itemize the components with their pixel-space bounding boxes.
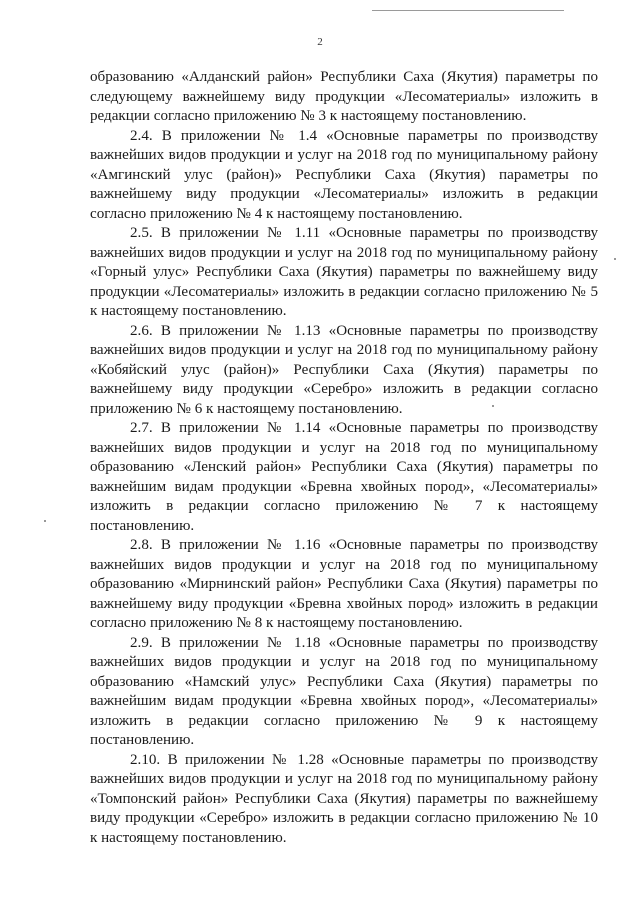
page-number: 2: [317, 36, 323, 48]
paragraph-2-10: 2.10. В приложении № 1.28 «Основные параметры по производству важнейших видов продукции и услуг на 2018 год по муниципальному району «Томпонский район» Республики Саха (Якутия) параметры по важнейшему виду продукции «Серебро» изложить в редакции согласно приложению № 10 к настоящему постановлению.: [90, 751, 598, 846]
paragraph-2-7: 2.7. В приложении № 1.14 «Основные параметры по производству важнейших видов продукции и услуг на 2018 год по муниципальному образованию «Ленский район» Республики Саха (Якутия) параметры по важнейшим видам продукции «Бревна хвойных пород», «Лесоматериалы» изложить в редакции согласно приложению № 7 к настоящему постановлению.: [90, 420, 598, 534]
paragraph-2-5: 2.5. В приложении № 1.11 «Основные параметры по производству важнейших видов продукции и услуг на 2018 год по муниципальному району «Горный улус» Республики Саха (Якутия) параметры по важнейшему виду продукции «Лесоматериалы» изложить в редакции согласно приложению № 5 к настоящему постановлению.: [90, 225, 598, 319]
scan-speck: [614, 258, 616, 260]
scan-speck: [44, 520, 46, 522]
paragraph-2-8: 2.8. В приложении № 1.16 «Основные параметры по производству важнейших видов продукции и услуг на 2018 год по муниципальному образованию «Мирнинский район» Республики Саха (Якутия) параметры по важнейшему виду продукции «Бревна хвойных пород» изложить в редакции согласно приложению № 8 к настоящему постановлению.: [90, 537, 598, 631]
scan-speck: [492, 405, 494, 407]
paragraph-2-9: 2.9. В приложении № 1.18 «Основные параметры по производству важнейших видов продукции и услуг на 2018 год по муниципальному образованию «Намский улус» Республики Саха (Якутия) параметры по важнейшим видам продукции «Бревна хвойных пород», «Лесоматериалы» изложить в редакции согласно приложению № 9 к настоящему постановлению.: [90, 634, 598, 748]
paragraph-2-3-continuation: образованию «Алданский район» Республики Саха (Якутия) параметры по следующему важнейшему виду продукции «Лесоматериалы» изложить в редакции согласно приложению № 3 к настоящему постановлению.: [90, 69, 598, 124]
document-body: [90, 68, 598, 848]
paragraph-2-4: 2.4. В приложении № 1.4 «Основные параметры по производству важнейших видов продукции и услуг на 2018 год по муниципальному району «Амгинский улус (район)» Республики Саха (Якутия) параметры по важнейшему виду продукции «Лесоматериалы» изложить в редакции согласно приложению № 4 к настоящему постановлению.: [90, 127, 598, 222]
paragraph-2-6: 2.6. В приложении № 1.13 «Основные параметры по производству важнейших видов продукции и услуг на 2018 год по муниципальному району «Кобяйский улус (район)» Республики Саха (Якутия) параметры по важнейшему виду продукции «Серебро» изложить в редакции согласно приложению № 6 к настоящему постановлению.: [90, 322, 598, 417]
header-rule: [372, 10, 564, 11]
